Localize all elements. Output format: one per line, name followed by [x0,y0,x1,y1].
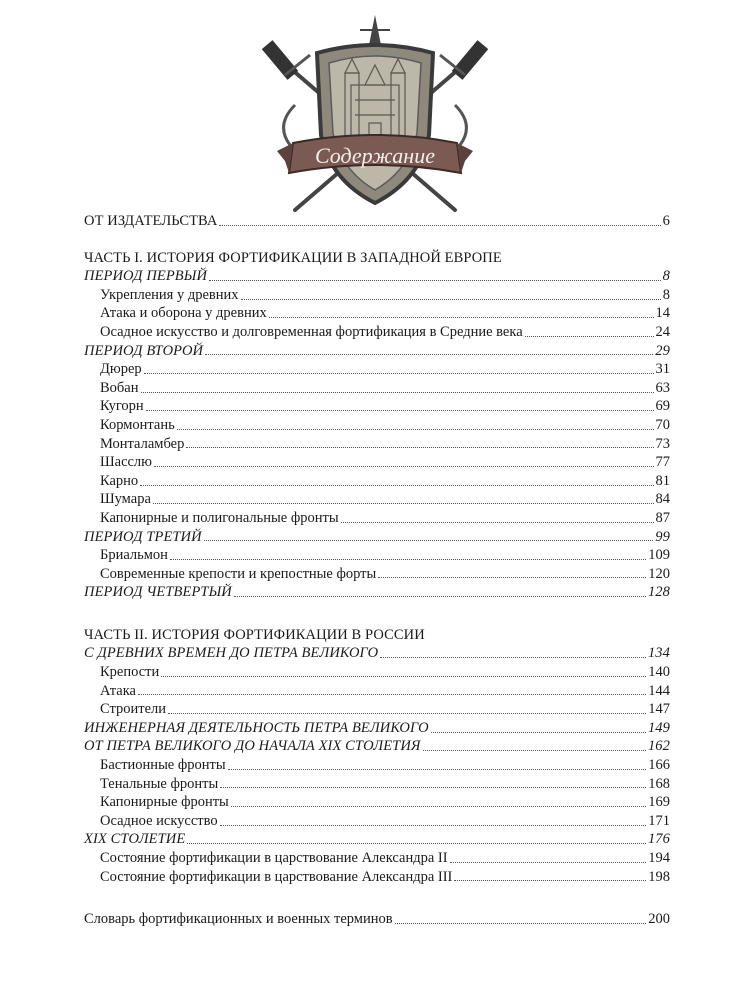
toc-leader-dots [144,373,654,374]
toc-entry-title: ОТ ИЗДАТЕЛЬСТВА [84,213,218,229]
toc-entry-title: ОТ ПЕТРА ВЕЛИКОГО ДО НАЧАЛА XIX СТОЛЕТИЯ [84,738,421,755]
toc-entry-title: Тенальные фронты [100,775,219,792]
toc-entry[interactable] [84,663,670,682]
emblem-caption: Содержание [314,143,436,168]
toc-leader-dots [187,843,646,844]
toc-entry-page: 69 [655,398,670,415]
toc-entry-title: С ДРЕВНИХ ВРЕМЕН ДО ПЕТРА ВЕЛИКОГО [84,645,379,662]
toc-entry[interactable] [84,490,670,509]
toc-entry-title: Дюрер [100,361,142,378]
toc-entry-page: 168 [648,775,670,792]
toc-leader-dots [177,429,654,430]
toc-entry[interactable] [84,397,670,416]
toc-period-entry[interactable] [84,830,670,849]
toc-leader-dots [423,750,646,751]
toc-leader-dots [141,392,654,393]
toc-leader-dots [220,825,647,826]
toc-leader-dots [153,503,654,504]
toc-period-entry[interactable] [84,528,670,547]
toc-leader-dots [140,485,653,486]
toc-entry-title: Бриальмон [100,547,168,564]
table-of-contents [84,212,670,929]
toc-entry-publisher[interactable] [84,212,670,231]
toc-leader-dots [228,769,647,770]
toc-period-entry[interactable] [84,267,670,286]
toc-entry-page: 120 [648,565,670,582]
toc-entry-title: XIX СТОЛЕТИЕ [84,831,186,848]
toc-entry-title: Карно [100,472,139,489]
toc-entry-page: 128 [647,584,670,601]
toc-leader-dots [154,466,653,467]
toc-entry[interactable] [84,416,670,435]
toc-entry[interactable] [84,472,670,491]
toc-entry-page: 8 [662,268,670,285]
toc-entry-title: Кугорн [100,398,144,415]
toc-entry-page: 63 [655,379,670,396]
toc-entry-page: 73 [655,435,670,452]
toc-entry-page: 70 [655,416,670,433]
toc-leader-dots [395,923,647,924]
toc-leader-dots [341,522,654,523]
toc-entry[interactable] [84,565,670,584]
toc-leader-dots [220,787,646,788]
toc-entry-title: ПЕРИОД ТРЕТИЙ [84,528,202,545]
toc-entry[interactable] [84,700,670,719]
toc-entry[interactable] [84,682,670,701]
toc-leader-dots [234,596,646,597]
toc-entry[interactable] [84,286,670,305]
toc-entry-title: ПЕРИОД ПЕРВЫЙ [84,268,208,285]
toc-period-entry[interactable] [84,342,670,361]
toc-entry-title: Осадное искусство [100,812,218,829]
toc-leader-dots [431,732,646,733]
toc-entry-title: Состояние фортификации в царствование Александра II [100,850,448,866]
toc-entry-page: 29 [655,342,670,359]
toc-entry[interactable] [84,304,670,323]
toc-entry-page: 24 [655,323,670,340]
toc-entry[interactable] [84,868,670,887]
toc-entry[interactable] [84,453,670,472]
toc-leader-dots [146,410,654,411]
toc-entry[interactable] [84,360,670,379]
toc-entry-page: 81 [655,472,670,489]
toc-entry-title: ПЕРИОД ЧЕТВЕРТЫЙ [84,584,232,601]
toc-entry-page: 171 [648,812,670,829]
toc-entry[interactable] [84,812,670,831]
toc-entry-title: Атака и оборона у древних [100,305,267,322]
toc-leader-dots [204,540,654,541]
toc-entry[interactable] [84,793,670,812]
toc-entry-title: ИНЖЕНЕРНАЯ ДЕЯТЕЛЬНОСТЬ ПЕТРА ВЕЛИКОГО [84,719,429,736]
toc-leader-dots [380,657,646,658]
toc-entry-page: 134 [647,645,670,662]
toc-entry-title: ПЕРИОД ВТОРОЙ [84,342,204,359]
toc-leader-dots [209,280,661,281]
toc-entry[interactable] [84,379,670,398]
toc-leader-dots [161,676,646,677]
toc-leader-dots [241,299,661,300]
toc-entry[interactable] [84,775,670,794]
toc-entry-page: 176 [647,831,670,848]
toc-entry-page: 169 [648,794,670,811]
toc-entry-title: Укрепления у древних [100,286,239,303]
toc-entry[interactable] [84,756,670,775]
toc-entry-title: Вобан [100,379,139,396]
toc-period-entry[interactable] [84,737,670,756]
toc-entry-page: 194 [648,850,670,866]
toc-entry[interactable] [84,323,670,342]
toc-period-entry[interactable] [84,644,670,663]
part-1-title: ЧАСТЬ I. ИСТОРИЯ ФОРТИФИКАЦИИ В ЗАПАДНОЙ ЕВРОПЕ [84,249,502,266]
toc-period-entry[interactable] [84,583,670,602]
toc-entry-page: 84 [655,491,670,508]
toc-entry-title: Строители [100,701,167,718]
toc-entry-glossary[interactable] [84,910,670,929]
toc-entry-page: 31 [655,361,670,378]
toc-entry-title: Крепости [100,664,160,681]
toc-entry[interactable] [84,435,670,454]
toc-leader-dots [138,694,646,695]
toc-entry-page: 14 [655,305,670,322]
contents-emblem [255,15,495,215]
toc-leader-dots [168,713,646,714]
toc-entry-title: Шумара [100,491,151,508]
toc-entry-title: Состояние фортификации в царствование Александра III [100,868,453,885]
toc-entry-page: 198 [648,868,670,885]
toc-leader-dots [454,880,646,881]
toc-leader-dots [205,354,653,355]
toc-entry-title: Бастионные фронты [100,757,226,774]
toc-entry-page: 200 [648,911,670,928]
toc-leader-dots [378,577,646,578]
toc-entry-page: 166 [648,757,670,774]
toc-entry-page: 6 [662,213,670,229]
toc-leader-dots [450,862,647,863]
toc-entry-page: 149 [647,719,670,736]
toc-leader-dots [525,336,654,337]
toc-entry-page: 147 [648,701,670,718]
toc-leader-dots [269,317,654,318]
toc-leader-dots [186,447,653,448]
toc-leader-dots [219,225,660,226]
toc-entry[interactable] [84,546,670,565]
toc-entry-title: Современные крепости и крепостные форты [100,565,377,582]
toc-leader-dots [231,806,646,807]
castle-shield-emblem-icon [255,15,495,215]
toc-entry-title: Капонирные и полигональные фронты [100,509,339,526]
toc-entry-title: Словарь фортификационных и военных терминов [84,911,393,928]
toc-entry-title: Монталамбер [100,435,185,452]
toc-entry[interactable] [84,509,670,528]
toc-entry-page: 144 [648,682,670,699]
toc-entry-page: 99 [655,528,670,545]
toc-entry-page: 77 [655,454,670,471]
toc-entry-page: 140 [648,664,670,681]
toc-entry-title: Кормонтань [100,416,175,433]
toc-entry[interactable] [84,849,670,868]
toc-period-entry[interactable] [84,719,670,738]
toc-leader-dots [170,559,646,560]
toc-entry-page: 8 [662,286,670,303]
part-2-title: ЧАСТЬ II. ИСТОРИЯ ФОРТИФИКАЦИИ В РОССИИ [84,626,425,643]
toc-entry-title: Шасслю [100,454,153,471]
toc-entry-title: Атака [100,682,136,699]
toc-entry-page: 87 [655,509,670,526]
toc-entry-page: 162 [647,738,670,755]
toc-entry-page: 109 [648,547,670,564]
toc-entry-title: Капонирные фронты [100,794,229,811]
toc-entry-title: Осадное искусство и долговременная фортификация в Средние века [100,323,523,340]
